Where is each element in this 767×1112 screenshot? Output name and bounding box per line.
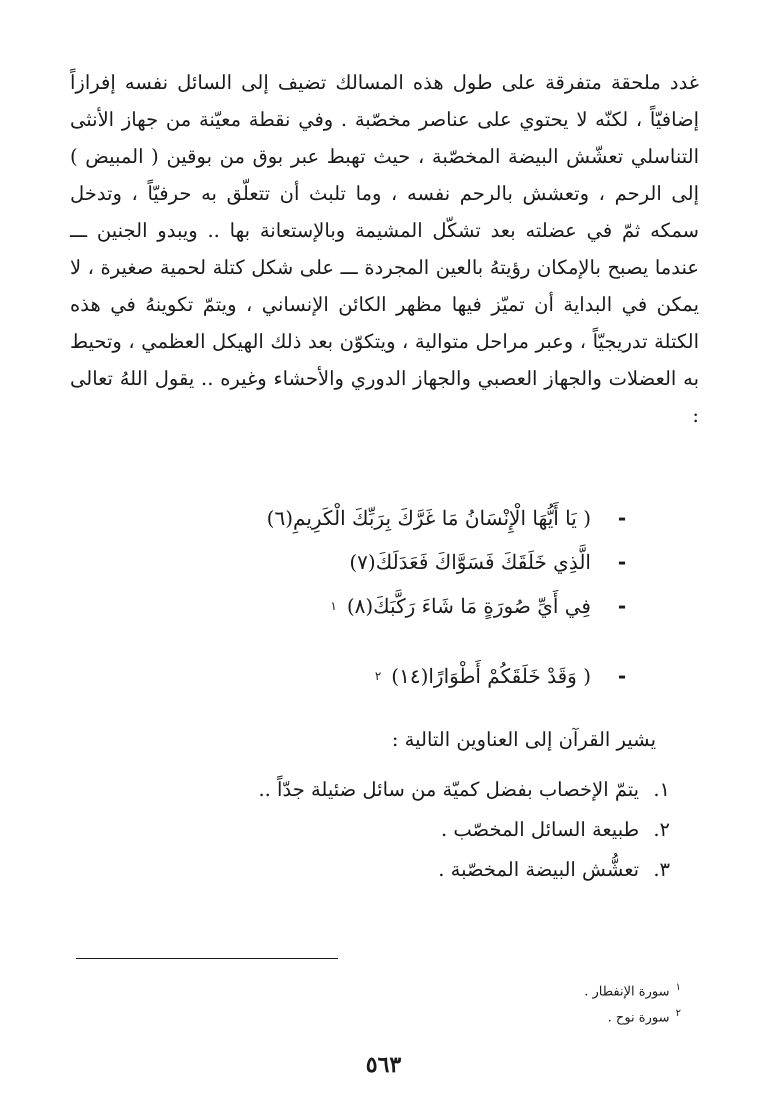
verse-dash: - [617, 506, 627, 530]
footnote-number: ٢ [675, 1008, 681, 1019]
list-text: تعشُّش البيضة المخصّبة . [438, 858, 640, 881]
list-number: ١. [653, 778, 670, 801]
body-paragraph: غدد ملحقة متفرقة على طول هذه المسالك تضيف إلى السائل نفسه إفرازاً إضافيّاً ، لكنّه لا يحتوي على عناصر مخصّبة . وفي نقطة معيّنة من جهاز الأنثى التناسلي تعشّش البيضة المخصّبة ، حيث تهبط عبر بوق من بوقين ( المبيض ) إلى الرحم ، وتعشش بالرحم نفسه ، وما تلبث أن تتعلّق به حرفيّاً ، وتدخل سمكه ثمّ في عضلته بعد تشكّل المشيمة وبالإستعانة بها .. ويبدو الجنين ـــ عندما يصبح بالإمكان رؤيتهُ بالعين المجردة ـــ على شكل كتلة لحمية صغيرة ، لا يمكن في البداية أن تميّز فيها مظهر الكائن الإنساني ، ويتمّ تكوينهُ في هذه الكتلة تدريجيّاً ، وعبر مراحل متوالية ، ويتكوّن بعد ذلك الهيكل العظمي ، وتحيط به العضلات والجهاز العصبي والجهاز الدوري والأحشاء وغيره .. يقول اللهُ تعالى : [70, 71, 699, 427]
list-number: ٣. [653, 858, 670, 881]
verse-line [257, 496, 635, 540]
list-intro: يشير القرآن إلى العناوين التالية : [391, 728, 656, 751]
numbered-list [258, 770, 670, 890]
list-text: طبيعة السائل المخصّب . [440, 818, 640, 841]
verse-dash: - [617, 594, 627, 618]
footnote-text: سورة نوح . [607, 1010, 670, 1026]
footnote-text: سورة الإنفطار . [584, 984, 670, 1000]
quran-verses [257, 496, 635, 698]
page-number: ٥٦٣ [365, 1052, 402, 1078]
verse-dash: - [617, 550, 627, 574]
footnote [584, 1001, 681, 1027]
footnote-number: ١ [675, 982, 681, 993]
footnote-ref: ٢ [374, 669, 382, 683]
verse-line [257, 584, 635, 628]
verse-dash: - [617, 664, 627, 688]
verse-text: ( يَا أَيُّهَا الْإِنْسَانُ مَا غَرَّكَ بِرَبِّكَ الْكَرِيمِ(٦) [266, 506, 591, 530]
footnote [584, 975, 681, 1001]
list-item [258, 850, 670, 890]
verse-text: فِي أَيِّ صُورَةٍ مَا شَاءَ رَكَّبَكَ(٨) [346, 594, 591, 618]
verse-line [257, 654, 635, 698]
footnote-ref: ١ [330, 599, 337, 613]
list-item [258, 810, 670, 850]
verse-line [257, 540, 635, 584]
verse-text: ( وَقَدْ خَلَقَكُمْ أَطْوَارًا(١٤) [391, 664, 591, 688]
list-number: ٢. [653, 818, 670, 841]
verse-text: الَّذِي خَلَقَكَ فَسَوَّاكَ فَعَدَلَكَ(٧) [349, 550, 591, 574]
list-item [258, 770, 670, 810]
footnotes [584, 975, 681, 1027]
list-text: يتمّ الإخصاب بفضل كميّة من سائل ضئيلة جدّاً .. [258, 778, 640, 801]
footnote-divider [76, 958, 338, 959]
